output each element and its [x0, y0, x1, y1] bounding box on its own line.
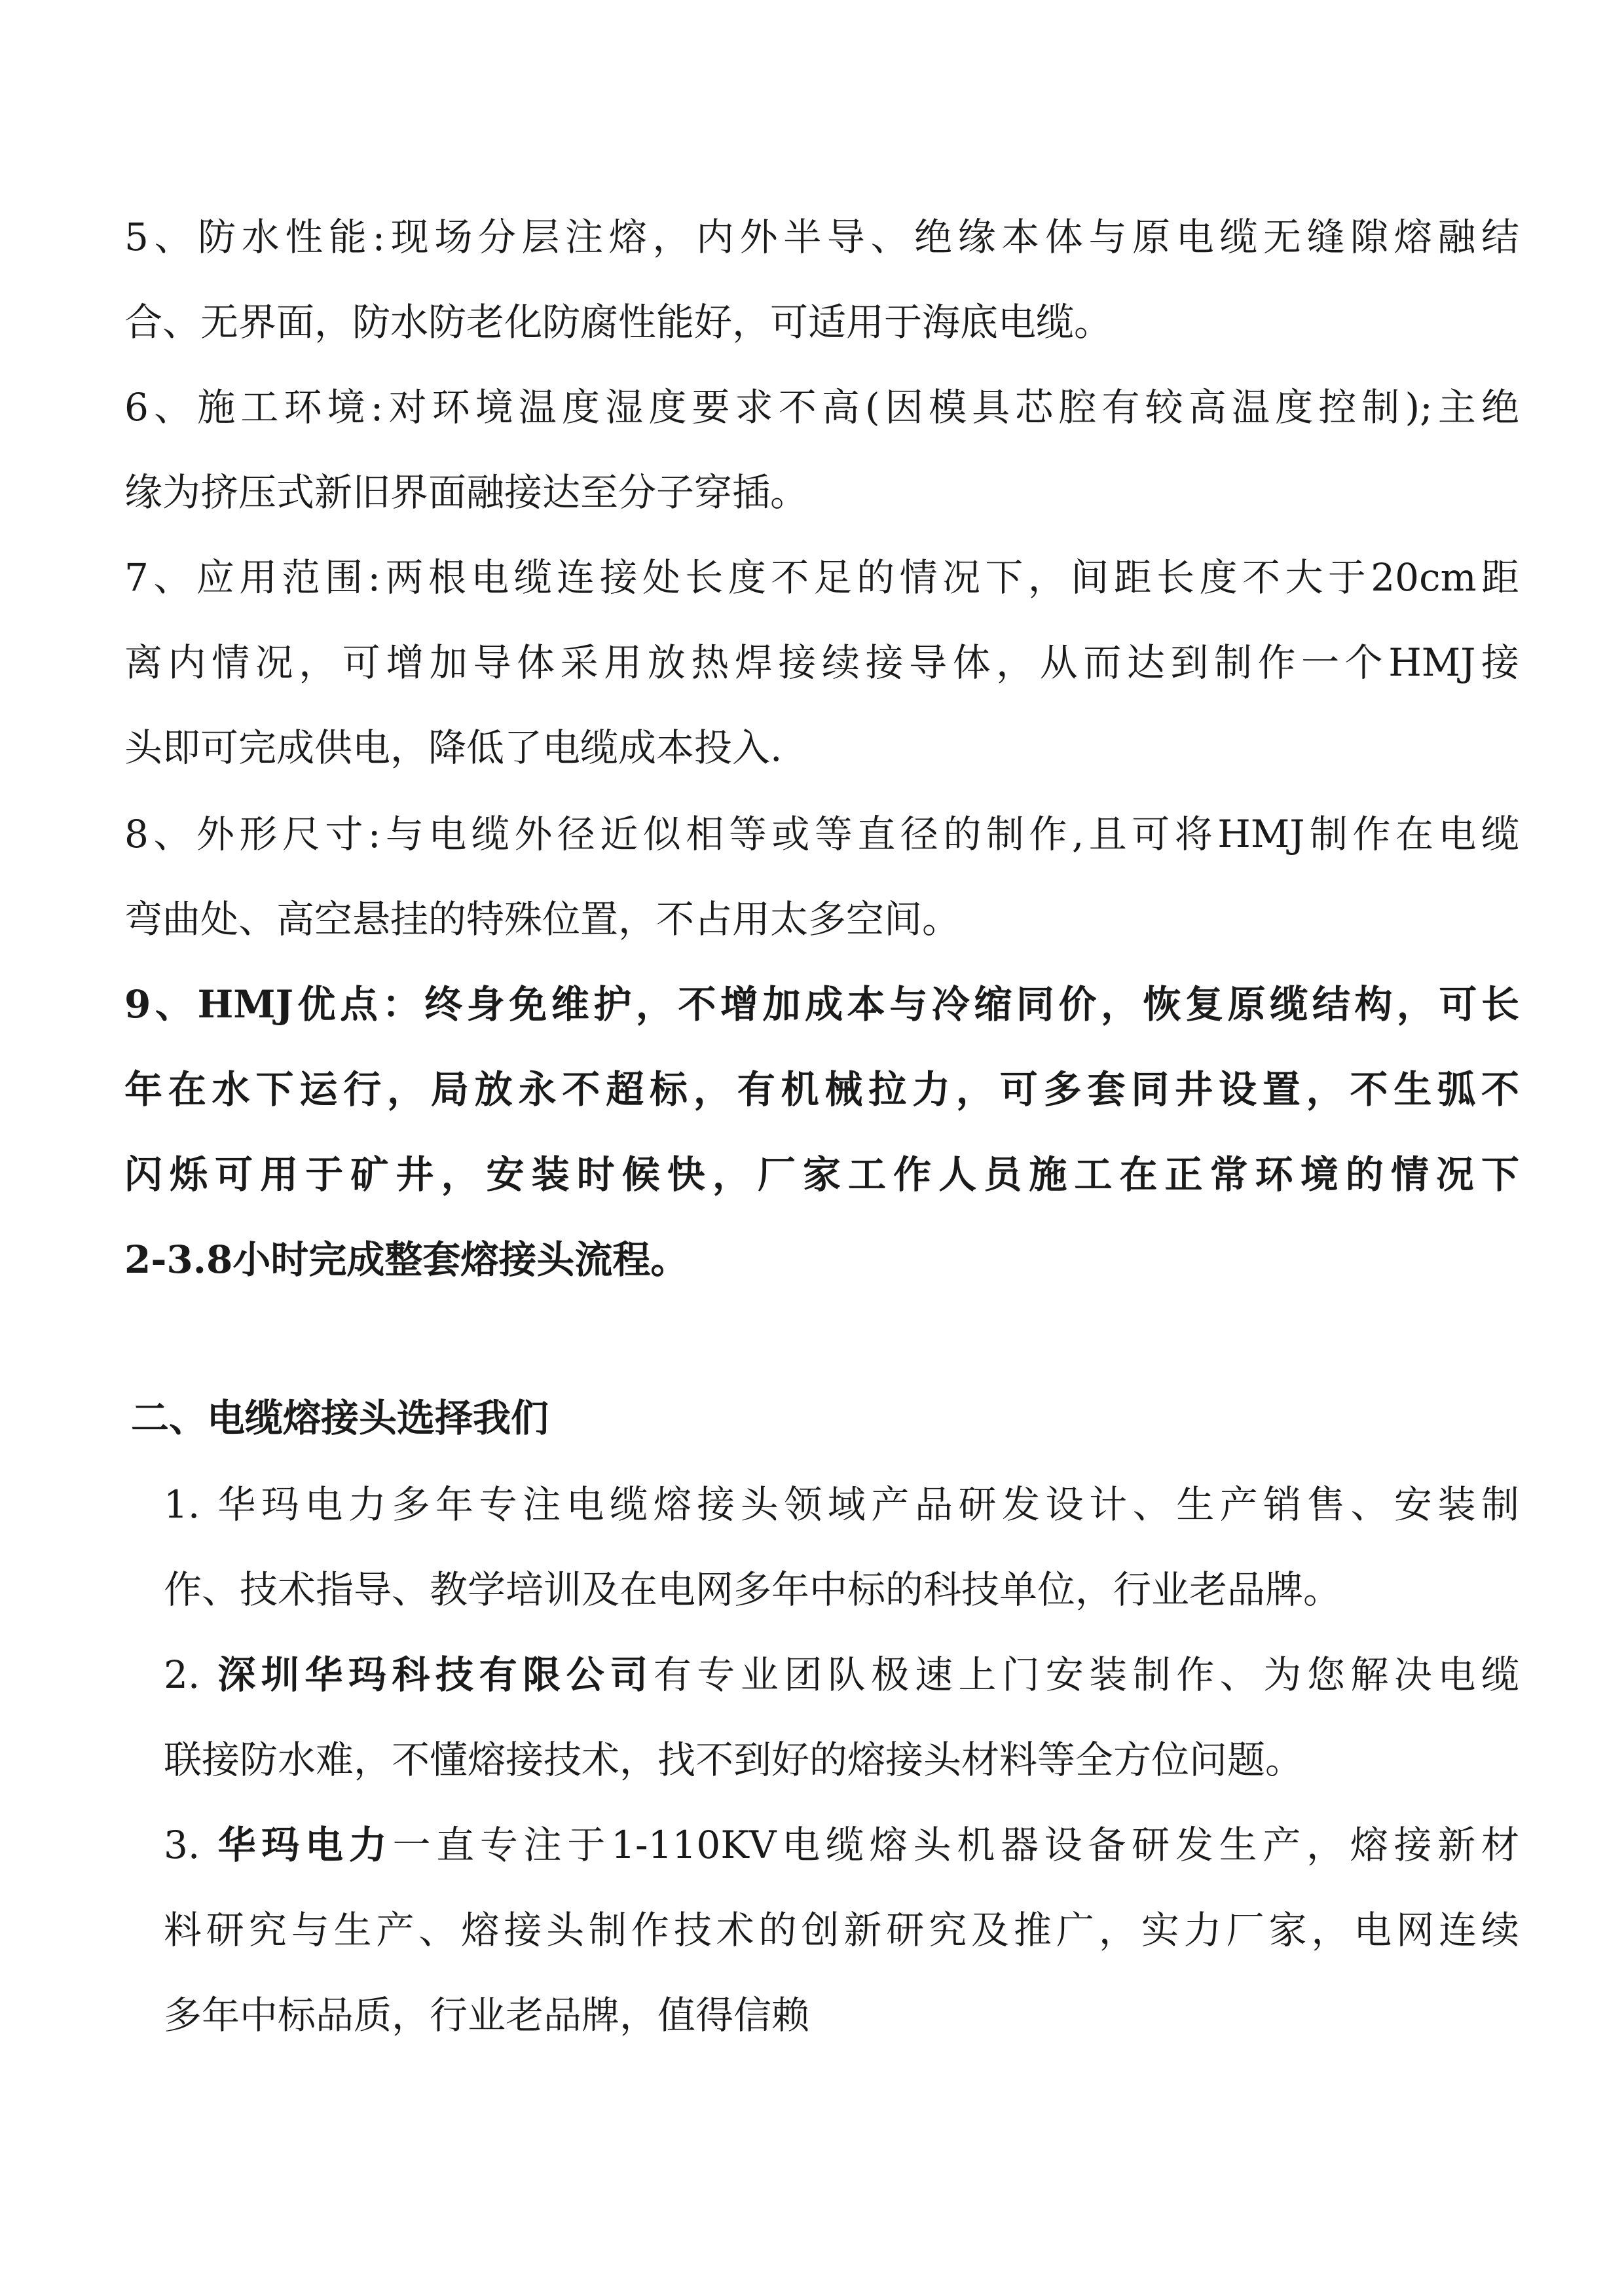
item-5-line-1: 5、防水性能:现场分层注熔，内外半导、绝缘本体与原电缆无缝隙熔融结 — [124, 215, 1519, 259]
reason-2-number: 2. — [164, 1652, 218, 1697]
reason-1-line-2: 作、技术指导、教学培训及在电网多年中标的科技单位，行业老品牌。 — [164, 1567, 1342, 1612]
reason-2-line-2: 联接防水难，不懂熔接技术，找不到好的熔接头材料等全方位问题。 — [164, 1738, 1304, 1782]
reason-3-line-3: 多年中标品质，行业老品牌，值得信赖 — [164, 1993, 810, 2037]
item-6-line-1: 6、施工环境:对环境温度湿度要求不高(因模具芯腔有较高温度控制);主绝 — [124, 385, 1519, 429]
company-name: 深圳华玛科技有限公司 — [217, 1652, 654, 1697]
item-8-line-1: 8、外形尺寸:与电缆外径近似相等或等直径的制作,且可将HMJ制作在电缆 — [124, 812, 1519, 856]
reason-3-line-1 — [164, 1821, 1519, 1868]
section-heading: 二、电缆熔接头选择我们 — [131, 1396, 549, 1440]
item-7-line-2: 离内情况，可增加导体采用放热焊接续接导体，从而达到制作一个HMJ接 — [124, 640, 1519, 685]
item-6-line-2: 缘为挤压式新旧界面融接达至分子穿插。 — [124, 470, 809, 515]
item-8-line-2: 弯曲处、高空悬挂的特殊位置，不占用太多空间。 — [124, 897, 961, 941]
item-9-line-2: 年在水下运行，局放永不超标，有机械拉力，可多套同井设置，不生弧不 — [124, 1067, 1519, 1112]
item-5-line-2: 合、无界面，防水防老化防腐性能好，可适用于海底电缆。 — [124, 300, 1113, 344]
reason-1-line-1: 1. 华玛电力多年专注电缆熔接头领域产品研发设计、生产销售、安装制 — [164, 1482, 1519, 1527]
reason-3-number: 3. — [164, 1823, 218, 1867]
reason-3-line-2: 料研究与生产、熔接头制作技术的创新研究及推广，实力厂家，电网连续 — [164, 1908, 1519, 1952]
item-7-line-1: 7、应用范围:两根电缆连接处长度不足的情况下，间距长度不大于20cm距 — [124, 555, 1519, 600]
item-9-line-3: 闪烁可用于矿井，安装时候快，厂家工作人员施工在正常环境的情况下 — [124, 1152, 1519, 1197]
brand-name: 华玛电力 — [217, 1823, 393, 1867]
reason-2-text: 有专业团队极速上门安装制作、为您解决电缆 — [653, 1652, 1519, 1697]
item-9-line-4: 2-3.8小时完成整套熔接头流程。 — [124, 1237, 689, 1282]
item-9-line-1: 9、HMJ优点：终身免维护，不增加成本与冷缩同价，恢复原缆结构，可长 — [124, 982, 1519, 1027]
reason-2-line-1 — [164, 1651, 1519, 1698]
item-7-line-3: 头即可完成供电，降低了电缆成本投入. — [124, 725, 783, 770]
reason-3-text: 一直专注于1-110KV电缆熔头机器设备研发生产，熔接新材 — [392, 1823, 1519, 1867]
